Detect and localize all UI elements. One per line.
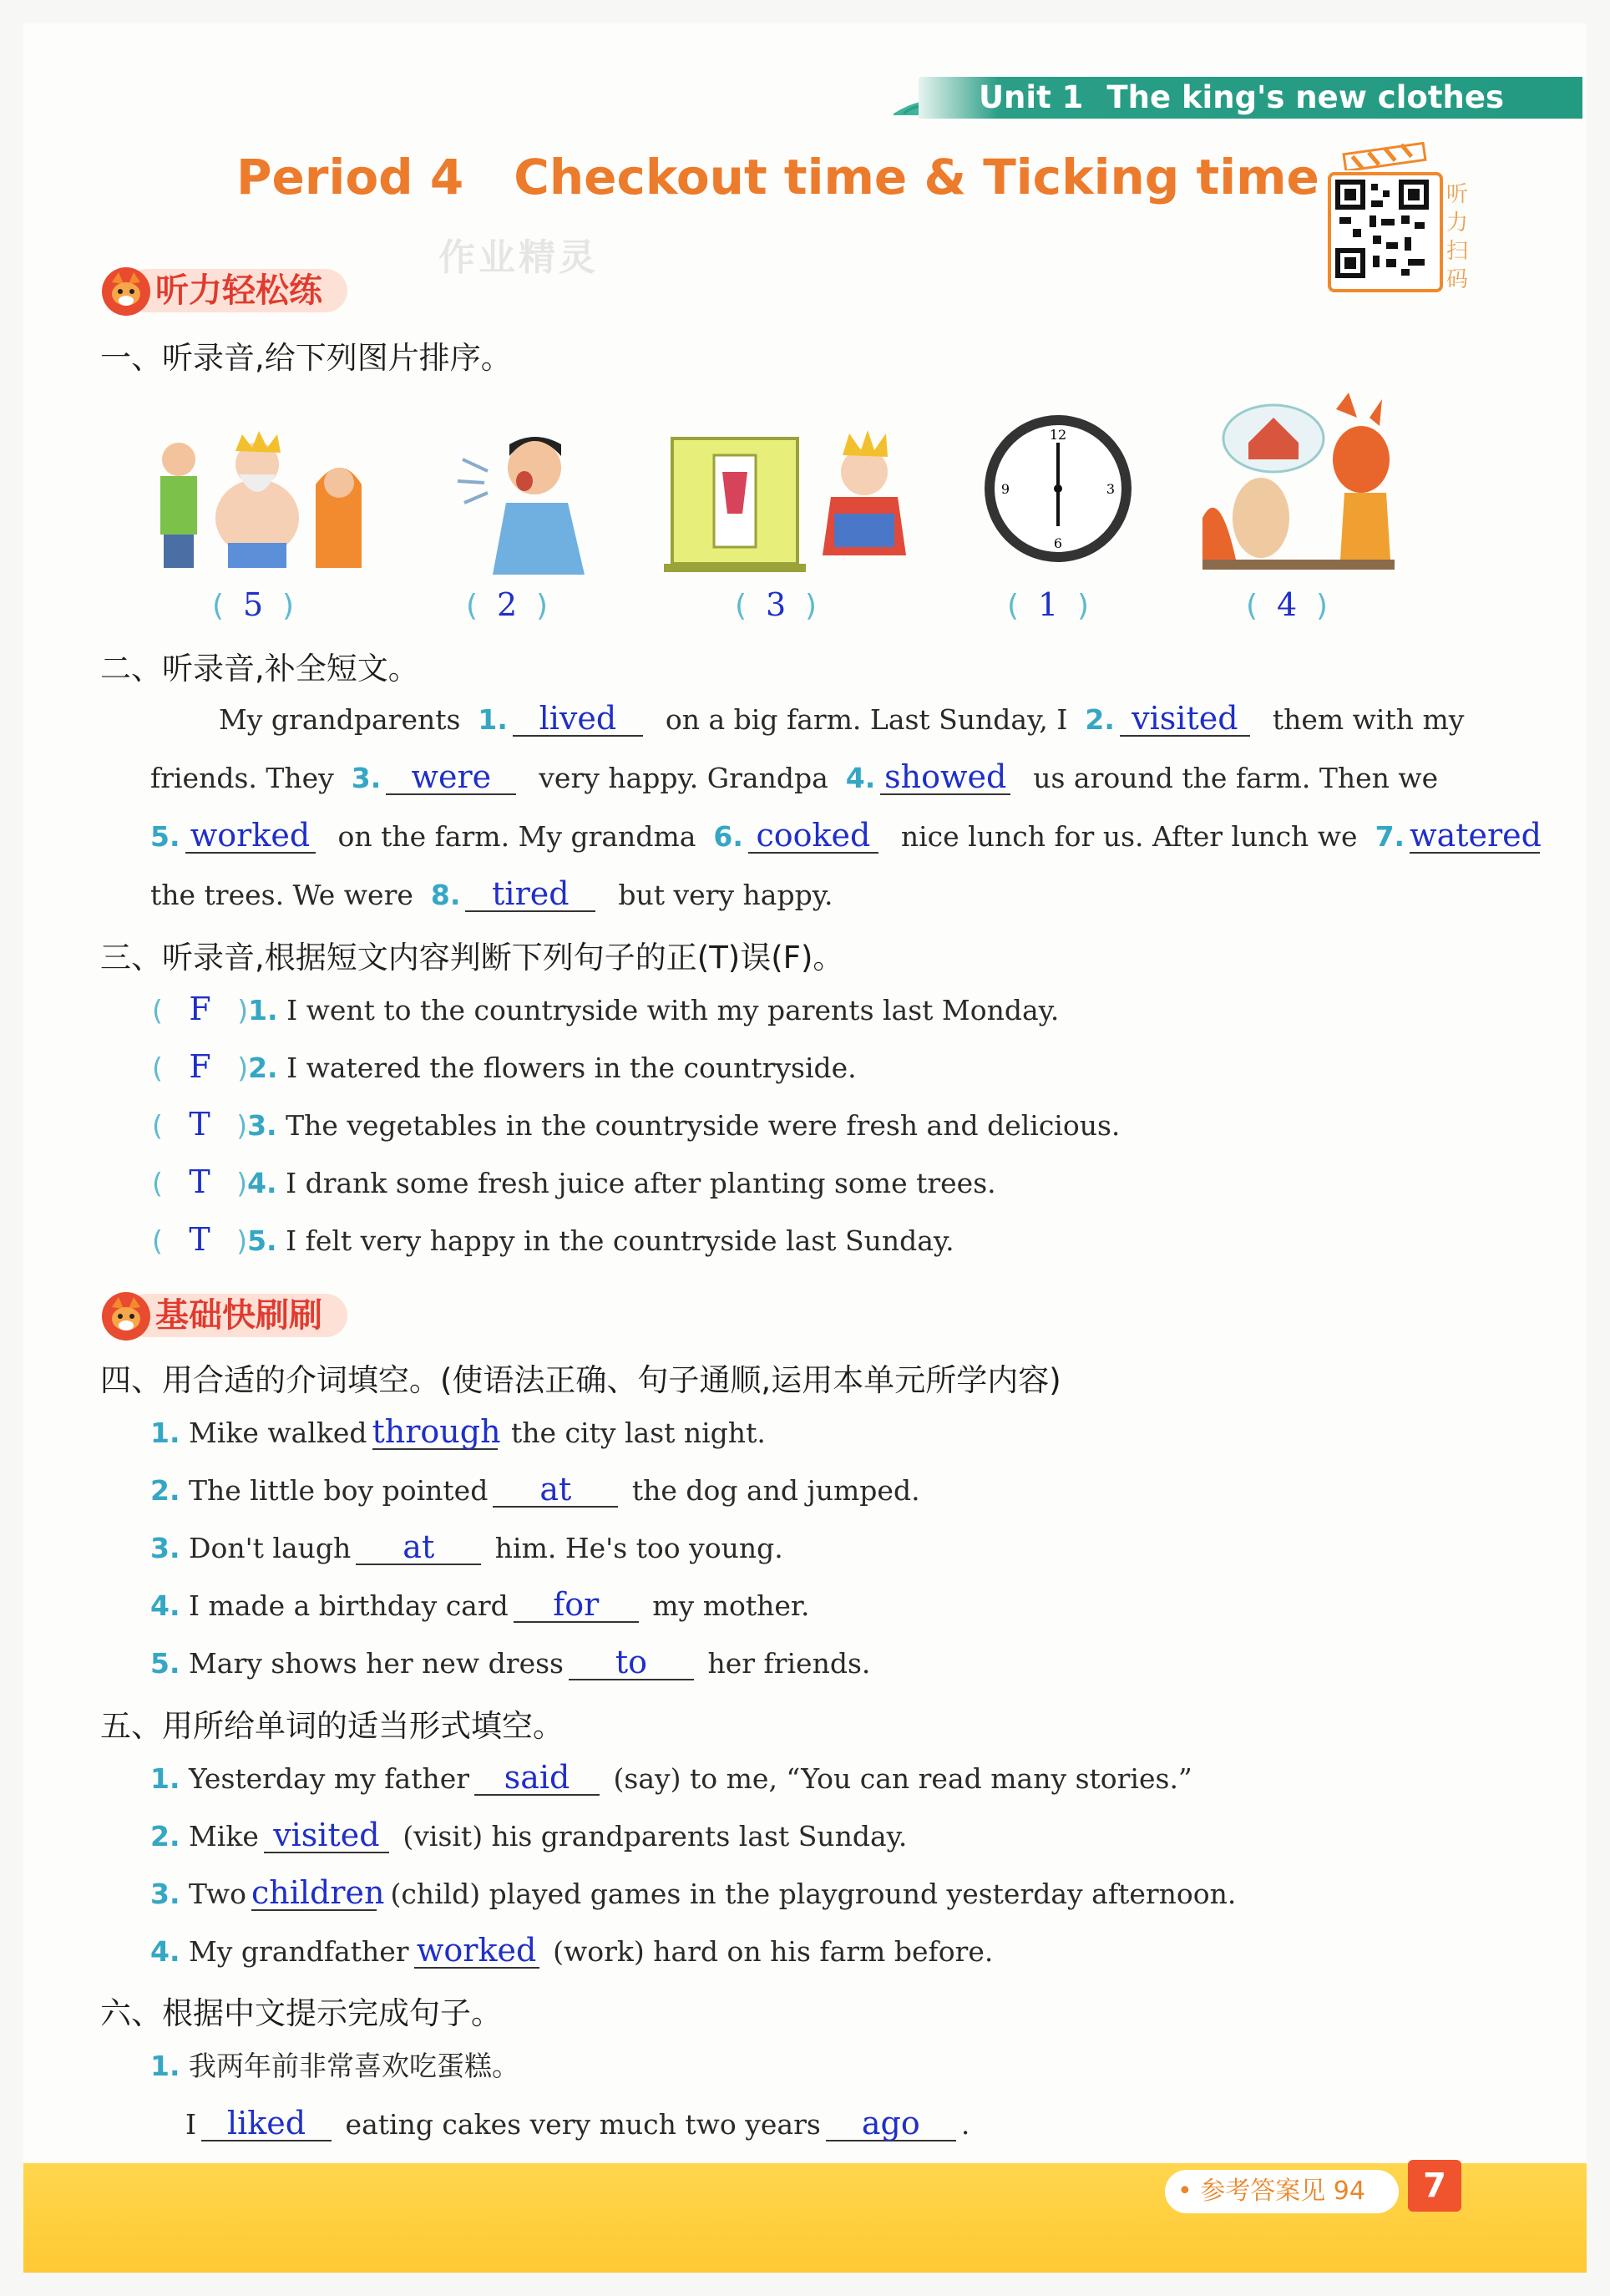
passage-line-4: the trees. We were 8. tired but very happy. bbox=[150, 875, 833, 912]
order-answer-2: ( 2 ) bbox=[466, 586, 549, 623]
qr-code[interactable] bbox=[1328, 172, 1443, 292]
qr-side-char: 力 bbox=[1446, 210, 1469, 236]
picture-boy-shouting bbox=[451, 426, 601, 576]
tf-answer[interactable]: F bbox=[189, 991, 211, 1027]
prep-blank[interactable]: to bbox=[569, 1645, 694, 1680]
form-item-3: 3. Two children (child) played games in the playground yesterday afternoon. bbox=[150, 1874, 1237, 1911]
tf-answer[interactable]: T bbox=[189, 1221, 210, 1258]
svg-text:12: 12 bbox=[1049, 427, 1067, 443]
q6-item-1-english: I liked eating cakes very much two years ago . bbox=[185, 2105, 970, 2141]
order-answer-3: ( 3 ) bbox=[735, 586, 818, 623]
form-item-1: 1. Yesterday my father said (say) to me, “You can read many stories.” bbox=[150, 1759, 1192, 1796]
watermark: 作业精灵 bbox=[438, 236, 599, 279]
q3-title: 三、听录音,根据短文内容判断下列句子的正(T)误(F)。 bbox=[100, 940, 844, 976]
prep-item-4: 4. I made a birthday card for my mother. bbox=[150, 1586, 810, 1623]
period-name: Checkout time & Ticking time bbox=[514, 149, 1319, 205]
period-title bbox=[236, 149, 1319, 205]
form-blank[interactable]: visited bbox=[264, 1818, 389, 1853]
q6-title: 六、根据中文提示完成句子。 bbox=[100, 1995, 502, 2031]
tf-item-5: ( T )5. I felt very happy in the countryside last Sunday. bbox=[152, 1221, 954, 1258]
blank-7[interactable]: watered bbox=[1410, 817, 1542, 854]
q4-title: 四、用合适的介词填空。(使语法正确、句子通顺,运用本单元所学内容) bbox=[100, 1362, 1061, 1398]
prep-item-1: 1. Mike walked through the city last night. bbox=[150, 1413, 766, 1450]
tf-answer[interactable]: F bbox=[189, 1048, 211, 1085]
tf-answer[interactable]: T bbox=[189, 1106, 210, 1143]
prep-blank[interactable]: for bbox=[514, 1588, 639, 1623]
fox-icon bbox=[100, 266, 152, 317]
answer-reference-label: 参考答案见 94 bbox=[1200, 2177, 1365, 2206]
q6-blank-2[interactable]: ago bbox=[826, 2106, 956, 2141]
clapper-icon bbox=[1328, 142, 1436, 170]
tf-item-3: ( T )3. The vegetables in the countryside were fresh and delicious. bbox=[152, 1106, 1121, 1143]
tf-item-2: ( F )2. I watered the flowers in the countryside. bbox=[152, 1048, 857, 1085]
prep-blank[interactable]: through bbox=[372, 1413, 501, 1450]
q5-title: 五、用所给单词的适当形式填空。 bbox=[100, 1708, 564, 1744]
tf-answer[interactable]: T bbox=[189, 1163, 210, 1200]
picture-wardrobe-king bbox=[656, 422, 923, 576]
blank-6[interactable]: cooked bbox=[748, 819, 878, 854]
answer-reference[interactable]: • 参考答案见 94 bbox=[1177, 2177, 1365, 2206]
tf-item-1: ( F )1. I went to the countryside with my parents last Monday. bbox=[152, 991, 1060, 1027]
q1-title: 一、听录音,给下列图片排序。 bbox=[100, 340, 512, 376]
tf-item-4: ( T )4. I drank some fresh juice after planting some trees. bbox=[152, 1163, 996, 1200]
period-label: Period 4 bbox=[236, 149, 464, 205]
qr-side-char: 扫 bbox=[1446, 239, 1469, 264]
form-item-4: 4. My grandfather worked (work) hard on his farm before. bbox=[150, 1932, 994, 1969]
form-item-2: 2. Mike visited (visit) his grandparents last Sunday. bbox=[150, 1817, 908, 1853]
section-tag-label: 听力轻松练 bbox=[155, 271, 322, 310]
prep-blank[interactable]: at bbox=[493, 1472, 618, 1508]
passage-line-3: 5. worked on the farm. My grandma 6. cooked nice lunch for us. After lunch we 7. watered bbox=[150, 817, 1542, 854]
qr-side-char: 码 bbox=[1446, 267, 1469, 292]
qr-side-char: 听 bbox=[1446, 182, 1469, 207]
prep-item-5: 5. Mary shows her new dress to her friends. bbox=[150, 1644, 871, 1680]
fox-icon bbox=[100, 1290, 152, 1342]
order-answer-5: ( 4 ) bbox=[1246, 586, 1329, 623]
q6-item-1-chinese: 1. 我两年前非常喜欢吃蛋糕。 bbox=[150, 2050, 519, 2082]
blank-4[interactable]: showed bbox=[880, 760, 1010, 795]
svg-text:9: 9 bbox=[1000, 481, 1010, 497]
picture-people-talking bbox=[149, 426, 382, 576]
blank-1[interactable]: lived bbox=[513, 702, 643, 737]
picture-foxes-house bbox=[1202, 393, 1395, 572]
blank-3[interactable]: were bbox=[386, 760, 516, 795]
section-tag-label: 基础快刷刷 bbox=[155, 1296, 322, 1335]
order-answer-4: ( 1 ) bbox=[1007, 586, 1090, 623]
form-blank[interactable]: children bbox=[251, 1874, 385, 1911]
svg-text:6: 6 bbox=[1053, 535, 1063, 551]
blank-8[interactable]: tired bbox=[465, 877, 595, 912]
form-blank[interactable]: said bbox=[474, 1761, 600, 1796]
q2-title: 二、听录音,补全短文。 bbox=[100, 651, 419, 687]
prep-item-3: 3. Don't laugh at him. He's too young. bbox=[150, 1528, 783, 1565]
clock-icon bbox=[979, 409, 1137, 568]
form-blank[interactable]: worked bbox=[414, 1934, 539, 1969]
q6-blank-1[interactable]: liked bbox=[201, 2106, 332, 2141]
passage-line-1: My grandparents 1. lived on a big farm. Last Sunday, I 2. visited them with my bbox=[219, 700, 1465, 737]
unit-label: Unit 1 bbox=[979, 79, 1084, 115]
qr-pattern-icon bbox=[1331, 175, 1433, 282]
blank-5[interactable]: worked bbox=[185, 819, 316, 854]
prep-blank[interactable]: at bbox=[356, 1530, 481, 1565]
page-number: 7 bbox=[1408, 2160, 1461, 2212]
section-tag-basics bbox=[100, 1290, 351, 1341]
qr-side-text bbox=[1446, 180, 1476, 294]
unit-heading bbox=[979, 79, 1504, 117]
prep-item-2: 2. The little boy pointed at the dog and jumped. bbox=[150, 1471, 920, 1508]
blank-2[interactable]: visited bbox=[1120, 702, 1250, 737]
unit-title: The king's new clothes bbox=[1106, 79, 1504, 115]
order-answer-1: ( 5 ) bbox=[212, 586, 295, 623]
passage-line-2: friends. They 3. were very happy. Grandpa 4. showed us around the farm. Then we bbox=[150, 758, 1439, 795]
section-tag-listening bbox=[100, 266, 351, 316]
svg-text:3: 3 bbox=[1106, 481, 1116, 497]
